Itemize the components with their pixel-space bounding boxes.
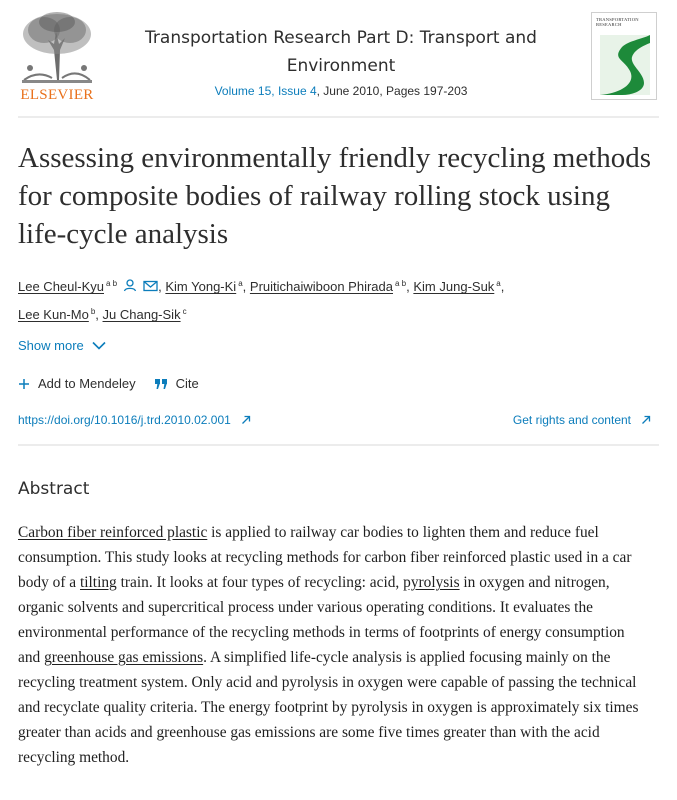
author-name[interactable]: Kim Jung-Suk (413, 279, 495, 295)
show-more-label: Show more (18, 338, 84, 353)
topic-link-tilting[interactable]: tilting (79, 574, 117, 591)
journal-cover-thumbnail[interactable] (591, 12, 657, 100)
author-name[interactable]: Ju Chang-Sik (102, 307, 181, 323)
chevron-down-icon (92, 341, 106, 350)
cite-label: Cite (175, 376, 199, 391)
author-name[interactable]: Kim Yong-Ki (165, 279, 237, 295)
doi-link[interactable] (18, 413, 251, 427)
topic-link-carbon-fiber[interactable]: Carbon fiber reinforced plastic (18, 524, 208, 541)
cite-button[interactable] (154, 376, 199, 391)
author-name[interactable]: Pruitichaiwiboon Phirada (249, 279, 393, 295)
elsevier-tree-icon (18, 10, 96, 86)
quote-icon (154, 378, 168, 390)
add-to-mendeley-button[interactable] (18, 376, 136, 391)
rights-link[interactable] (513, 413, 651, 427)
abstract-text (18, 520, 648, 770)
plus-icon (18, 378, 30, 390)
author-affiliation[interactable]: a b (395, 279, 407, 288)
abstract-segment: in oxygen and nitrogen, organic solvents and supercritical process under various operating conditions. It evaluates the environmental performance of the recycling methods in terms of footprints of energy consumption and (18, 574, 625, 666)
author-affiliation[interactable]: b (90, 306, 96, 316)
abstract-segment: . A simplified life-cycle analysis is applied focusing mainly on the recycling treatment system. Only acid and pyrolysis in oxygen were capable of passing the technical and recyclate quality criteria. The energy footprint by pyrolysis in oxygen is approximately six times greater than acids and greenhouse gas emissions are some five times greater than with the acid recycling method. (18, 649, 639, 766)
author-item[interactable] (18, 307, 103, 322)
author-affiliation[interactable]: a (496, 279, 501, 288)
show-more-button[interactable] (18, 338, 106, 353)
cover-road-icon (592, 13, 657, 100)
journal-title (108, 24, 574, 80)
doi-text: https://doi.org/10.1016/j.trd.2010.02.001 (18, 413, 231, 427)
journal-info (108, 24, 574, 98)
add-to-mendeley-label: Add to Mendeley (38, 376, 136, 391)
journal-meta (108, 84, 574, 98)
article-title: Assessing environmentally friendly recycling methods for composite bodies of railway rolling stock using life-cycle analysis (18, 142, 652, 250)
author-separator: , (406, 279, 410, 295)
author-separator: , (158, 279, 162, 295)
external-link-icon (241, 415, 251, 425)
author-name[interactable]: Lee Kun-Mo (18, 307, 89, 323)
cover-title: TRANSPORTATION RESEARCH (596, 17, 639, 27)
abstract-segment: is applied to railway car bodies to lighten them and reduce fuel consumption. This study looks at recycling methods for carbon fiber reinforced plastic used in a car body of a (18, 524, 632, 591)
author-item[interactable] (18, 279, 165, 294)
author-item[interactable] (250, 279, 413, 294)
author-affiliation[interactable]: a (238, 279, 243, 288)
envelope-icon[interactable] (143, 276, 158, 300)
header-divider (18, 116, 659, 118)
author-name[interactable]: Lee Cheul-Kyu (18, 279, 104, 295)
date-pages: , June 2010, Pages 197-203 (316, 84, 468, 98)
links-divider (18, 444, 659, 446)
author-list (18, 272, 658, 327)
elsevier-wordmark: ELSEVIER (20, 87, 94, 103)
rights-text: Get rights and content (512, 413, 631, 427)
author-separator: , (500, 279, 505, 295)
author-separator: , (95, 307, 99, 323)
abstract-segment: train. It looks at four types of recycling: acid, (116, 574, 404, 591)
author-affiliation[interactable]: a b (106, 279, 118, 288)
topic-link-pyrolysis[interactable]: pyrolysis (403, 574, 460, 591)
elsevier-logo[interactable] (18, 10, 96, 104)
person-icon[interactable] (123, 276, 137, 300)
author-affiliation[interactable]: c (182, 306, 187, 316)
article-actions (18, 376, 217, 391)
author-item[interactable] (413, 279, 504, 294)
author-item[interactable] (165, 279, 250, 294)
journal-title-link[interactable]: Transportation Research Part D: Transport and Environment (145, 28, 537, 76)
topic-link-greenhouse-gas[interactable]: greenhouse gas emissions (44, 649, 204, 666)
abstract-heading: Abstract (18, 479, 90, 499)
volume-issue-link[interactable]: Volume 15, Issue 4 (214, 84, 317, 98)
journal-header (0, 0, 677, 116)
author-separator: , (242, 279, 247, 295)
external-link-icon (641, 415, 651, 425)
author-item[interactable] (103, 307, 187, 322)
